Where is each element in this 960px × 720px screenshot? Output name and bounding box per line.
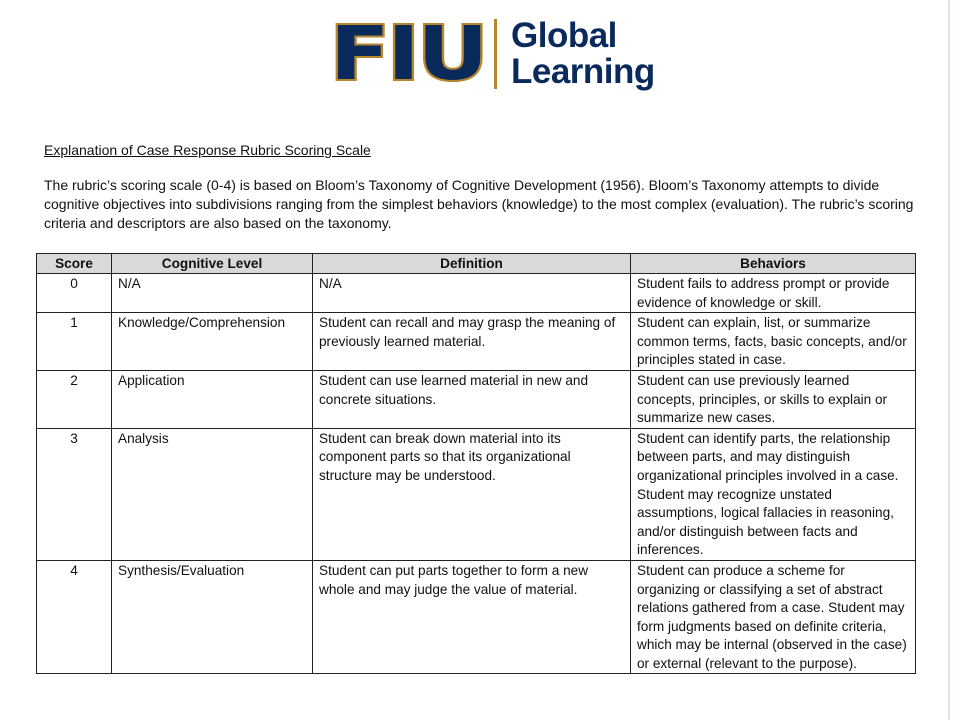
fiu-logo-mark: FIU [330,11,486,97]
behaviors-cell: Student can explain, list, or summarize common terms, facts, basic concepts, and/or principles stated in case. [631,313,916,371]
rubric-row [37,313,916,371]
header-cognitive-level: Cognitive Level [112,254,313,274]
behaviors-cell: Student fails to address prompt or provide evidence of knowledge or skill. [631,274,916,313]
document-heading: Explanation of Case Response Rubric Scoring Scale [44,142,371,158]
score-cell: 3 [37,428,112,560]
header-definition: Definition [313,254,631,274]
rubric-row [37,274,916,313]
rubric-header-row [37,254,916,274]
fiu-global-learning-logo [330,11,655,97]
score-cell: 0 [37,274,112,313]
cognitive-level-cell: Synthesis/Evaluation [112,560,313,674]
definition-cell: Student can recall and may grasp the meaning of previously learned material. [313,313,631,371]
cognitive-level-cell: Application [112,370,313,428]
rubric-table [36,253,916,674]
header-score: Score [37,254,112,274]
score-cell: 1 [37,313,112,371]
rubric-row [37,370,916,428]
rubric-row [37,560,916,674]
definition-cell: Student can put parts together to form a new whole and may judge the value of material. [313,560,631,674]
behaviors-cell: Student can use previously learned concepts, principles, or skills to explain or summarize new cases. [631,370,916,428]
header-behaviors: Behaviors [631,254,916,274]
definition-cell: Student can break down material into its component parts so that its organizational structure may be understood. [313,428,631,560]
cognitive-level-cell: N/A [112,274,313,313]
definition-cell: Student can use learned material in new and concrete situations. [313,370,631,428]
logo-word-learning: Learning [511,52,655,91]
logo-word-global: Global [511,16,617,55]
score-cell: 2 [37,370,112,428]
behaviors-cell: Student can produce a scheme for organizing or classifying a set of abstract relations gathered from a case. Student may form judgments based on definite criteria, which may be internal (observed in the case) or external (relevant to the purpose). [631,560,916,674]
logo-wordmark [511,18,655,90]
cognitive-level-cell: Analysis [112,428,313,560]
score-cell: 4 [37,560,112,674]
intro-paragraph: The rubric’s scoring scale (0-4) is based on Bloom’s Taxonomy of Cognitive Development (1956). Bloom’s Taxonomy attempts to divide cognitive objectives into subdivisions ranging from the simplest behaviors (knowledge) to the most complex (evaluation). The rubric’s scoring criteria and descriptors are also based on the taxonomy. [44,177,914,231]
rubric-row [37,428,916,560]
definition-cell: N/A [313,274,631,313]
page-edge-rule [948,0,950,720]
cognitive-level-cell: Knowledge/Comprehension [112,313,313,371]
behaviors-cell: Student can identify parts, the relationship between parts, and may distinguish organizational principles involved in a case. Student may recognize unstated assumptions, logical fallacies in reasoning, and/or distinguish between facts and inferences. [631,428,916,560]
